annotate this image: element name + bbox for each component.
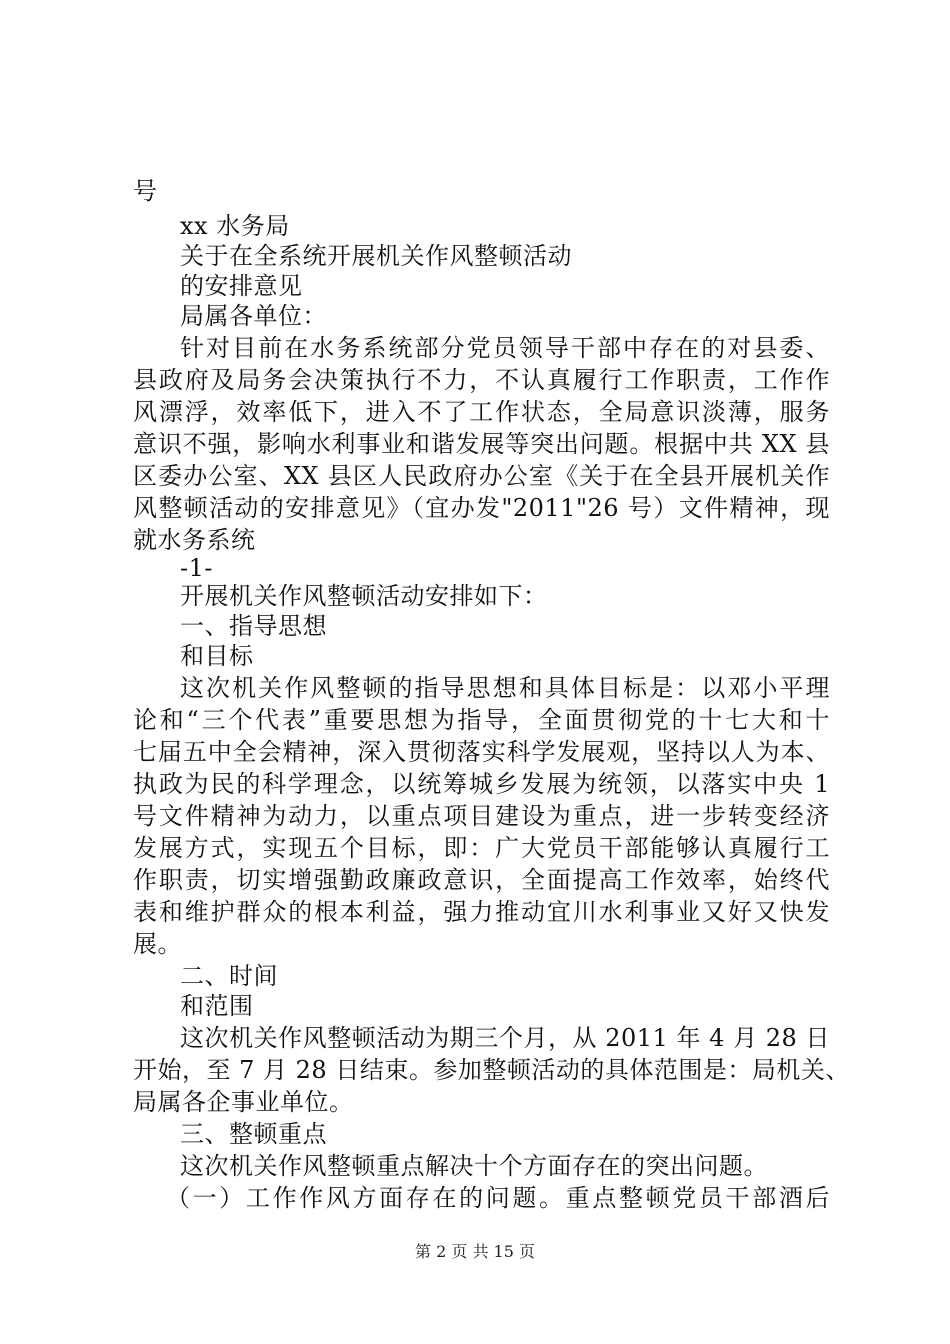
page-marker: -1- [180, 554, 213, 582]
text-line: 开展机关作风整顿活动安排如下： [180, 582, 548, 610]
paragraph-line: 就水务系统 [133, 526, 256, 554]
paragraph-line: 论和“三个代表”重要思想为指导，全面贯彻党的十七大和十 [133, 706, 830, 734]
section-heading-continued: 和目标 [180, 642, 254, 670]
section-heading: 三、整顿重点 [180, 1120, 327, 1148]
paragraph-line: 七届五中全会精神，深入贯彻落实科学发展观，坚持以人为本、 [133, 738, 830, 766]
paragraph-line: 这次机关作风整顿重点解决十个方面存在的突出问题。 [180, 1152, 768, 1180]
paragraph-line: 执政为民的科学理念，以统筹城乡发展为统领，以落实中央 1 [133, 770, 830, 798]
document-title-continued: 的安排意见 [180, 272, 303, 300]
paragraph-line: 开始，至 7 月 28 日结束。参加整顿活动的具体范围是：局机关、 [133, 1056, 850, 1084]
paragraph-line: 风漂浮，效率低下，进入不了工作状态，全局意识淡薄，服务 [133, 398, 830, 426]
page-number-footer: 第 2 页 共 15 页 [415, 1242, 535, 1261]
section-heading-continued: 和范围 [180, 992, 254, 1020]
paragraph-line: （一）工作作风方面存在的问题。重点整顿党员干部酒后 [166, 1184, 830, 1212]
paragraph-line: 展。 [133, 930, 182, 958]
section-heading: 一、指导思想 [180, 612, 327, 640]
text-line: 号 [133, 177, 158, 205]
paragraph-line: 区委办公室、XX 县区人民政府办公室《关于在全县开展机关作 [133, 462, 830, 490]
paragraph-line: 风整顿活动的安排意见》（宜办发"2011"26 号）文件精神，现 [133, 494, 830, 522]
paragraph-line: 号文件精神为动力，以重点项目建设为重点，进一步转变经济 [133, 802, 830, 830]
issuer-line: xx 水务局 [180, 212, 290, 240]
section-heading: 二、时间 [180, 962, 278, 990]
paragraph-line: 县政府及局务会决策执行不力，不认真履行工作职责，工作作 [133, 366, 830, 394]
paragraph-line: 局属各企事业单位。 [133, 1088, 354, 1116]
paragraph-line: 发展方式，实现五个目标，即：广大党员干部能够认真履行工 [133, 834, 830, 862]
paragraph-line: 这次机关作风整顿活动为期三个月，从 2011 年 4 月 28 日 [180, 1024, 830, 1052]
salutation: 局属各单位： [180, 302, 327, 330]
paragraph-line: 作职责，切实增强勤政廉政意识，全面提高工作效率，始终代 [133, 866, 830, 894]
document-title: 关于在全系统开展机关作风整顿活动 [180, 242, 572, 270]
paragraph-line: 这次机关作风整顿的指导思想和具体目标是：以邓小平理 [180, 674, 830, 702]
paragraph-line: 针对目前在水务系统部分党员领导干部中存在的对县委、 [180, 334, 830, 362]
paragraph-line: 意识不强，影响水利事业和谐发展等突出问题。根据中共 XX 县 [133, 430, 830, 458]
paragraph-line: 表和维护群众的根本利益，强力推动宜川水利事业又好又快发 [133, 898, 830, 926]
